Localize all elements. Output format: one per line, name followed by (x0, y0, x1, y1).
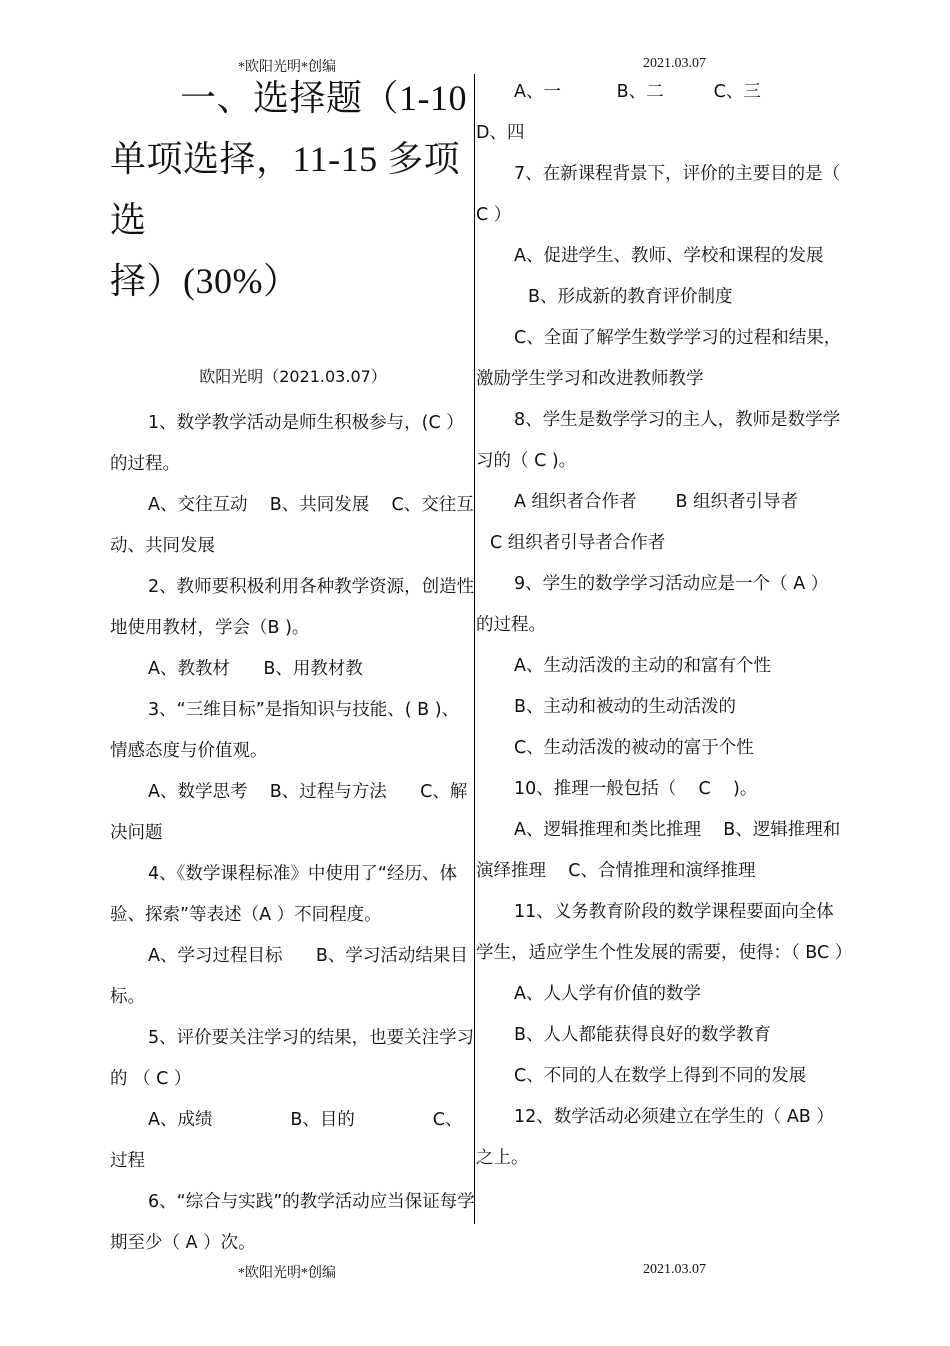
title-line-1: 一、选择题（1-10 (180, 78, 467, 118)
question-12: 12、数学活动必须建立在学生的（ AB ）之上。 (476, 1107, 834, 1168)
title-line-2: 单项选择，11-15 多项选 (110, 139, 461, 240)
left-column (110, 68, 476, 1264)
author-byline: 欧阳光明（2021.03.07） (199, 367, 387, 386)
title-line-3: 择）(30%） (110, 261, 300, 301)
question-7-option-c: C、全面了解学生数学学习的过程和结果，激励学生学习和改进教师教学 (476, 328, 842, 389)
question-6-options: A、一 B、二 C、三 D、四 (476, 82, 817, 143)
question-10-options: A、逻辑推理和类比推理 B、逻辑推理和演绎推理 C、合情推理和演绎推理 (476, 820, 841, 881)
right-column (476, 72, 853, 1179)
question-7-option-b: B、形成新的教育评价制度 (528, 287, 733, 307)
question-7: 7、在新课程背景下，评价的主要目的是（ C ） (476, 164, 841, 225)
question-9: 9、学生的数学学习活动应是一个（ A ）的过程。 (476, 574, 829, 635)
question-11-option-a: A、人人学有价值的数学 (514, 984, 701, 1004)
question-2: 2、教师要积极利用各种教学资源，创造性地使用教材，学会（B )。 (110, 577, 475, 638)
question-8-options-ab: A 组织者合作者 B 组织者引导者 (514, 492, 799, 512)
section-title (110, 68, 476, 312)
question-5-options: A、成绩 B、目的 C、过程 (110, 1110, 463, 1171)
question-8: 8、学生是数学学习的主人，教师是数学学习的（ C )。 (476, 410, 841, 471)
question-11-option-b: B、人人都能获得良好的数学教育 (514, 1025, 772, 1045)
question-7-option-a: A、促进学生、教师、学校和课程的发展 (514, 246, 824, 266)
question-3: 3、“三维目标”是指知识与技能、( B )、情感态度与价值观。 (110, 700, 460, 761)
question-11: 11、义务教育阶段的数学课程要面向全体学生，适应学生个性发展的需要，使得：（ BC ） (476, 902, 853, 963)
question-5: 5、评价要关注学习的结果，也要关注学习的 （ C ） (110, 1028, 475, 1089)
question-6: 6、“综合与实践”的教学活动应当保证每学期至少（ A ）次。 (110, 1192, 475, 1253)
question-10: 10、推理一般包括（ C )。 (514, 779, 758, 799)
question-8-option-c: C 组织者引导者合作者 (490, 533, 666, 553)
question-4-options: A、学习过程目标 B、学习活动结果目标。 (110, 946, 468, 1007)
question-1: 1、数学教学活动是师生积极参与，(C ）的过程。 (110, 413, 464, 474)
header-left: *欧阳光明*创编 (238, 60, 336, 75)
header-right: 2021.03.07 (643, 56, 706, 71)
question-9-option-b: B、主动和被动的生动活泼的 (514, 697, 737, 717)
question-9-option-a: A、生动活泼的主动的和富有个性 (514, 656, 771, 676)
footer-left: *欧阳光明*创编 (238, 1266, 336, 1281)
question-9-option-c: C、生动活泼的被动的富于个性 (514, 738, 754, 758)
question-3-options: A、数学思考 B、过程与方法 C、解决问题 (110, 782, 468, 843)
question-2-options: A、教教材 B、用教材教 (148, 659, 363, 679)
question-4: 4、《数学课程标准》中使用了“经历、体验、探索”等表述（A ）不同程度。 (110, 864, 457, 925)
question-11-option-c: C、不同的人在数学上得到不同的发展 (514, 1066, 807, 1086)
footer-right: 2021.03.07 (643, 1262, 706, 1277)
question-1-options: A、交往互动 B、共同发展 C、交往互动、共同发展 (110, 495, 474, 556)
